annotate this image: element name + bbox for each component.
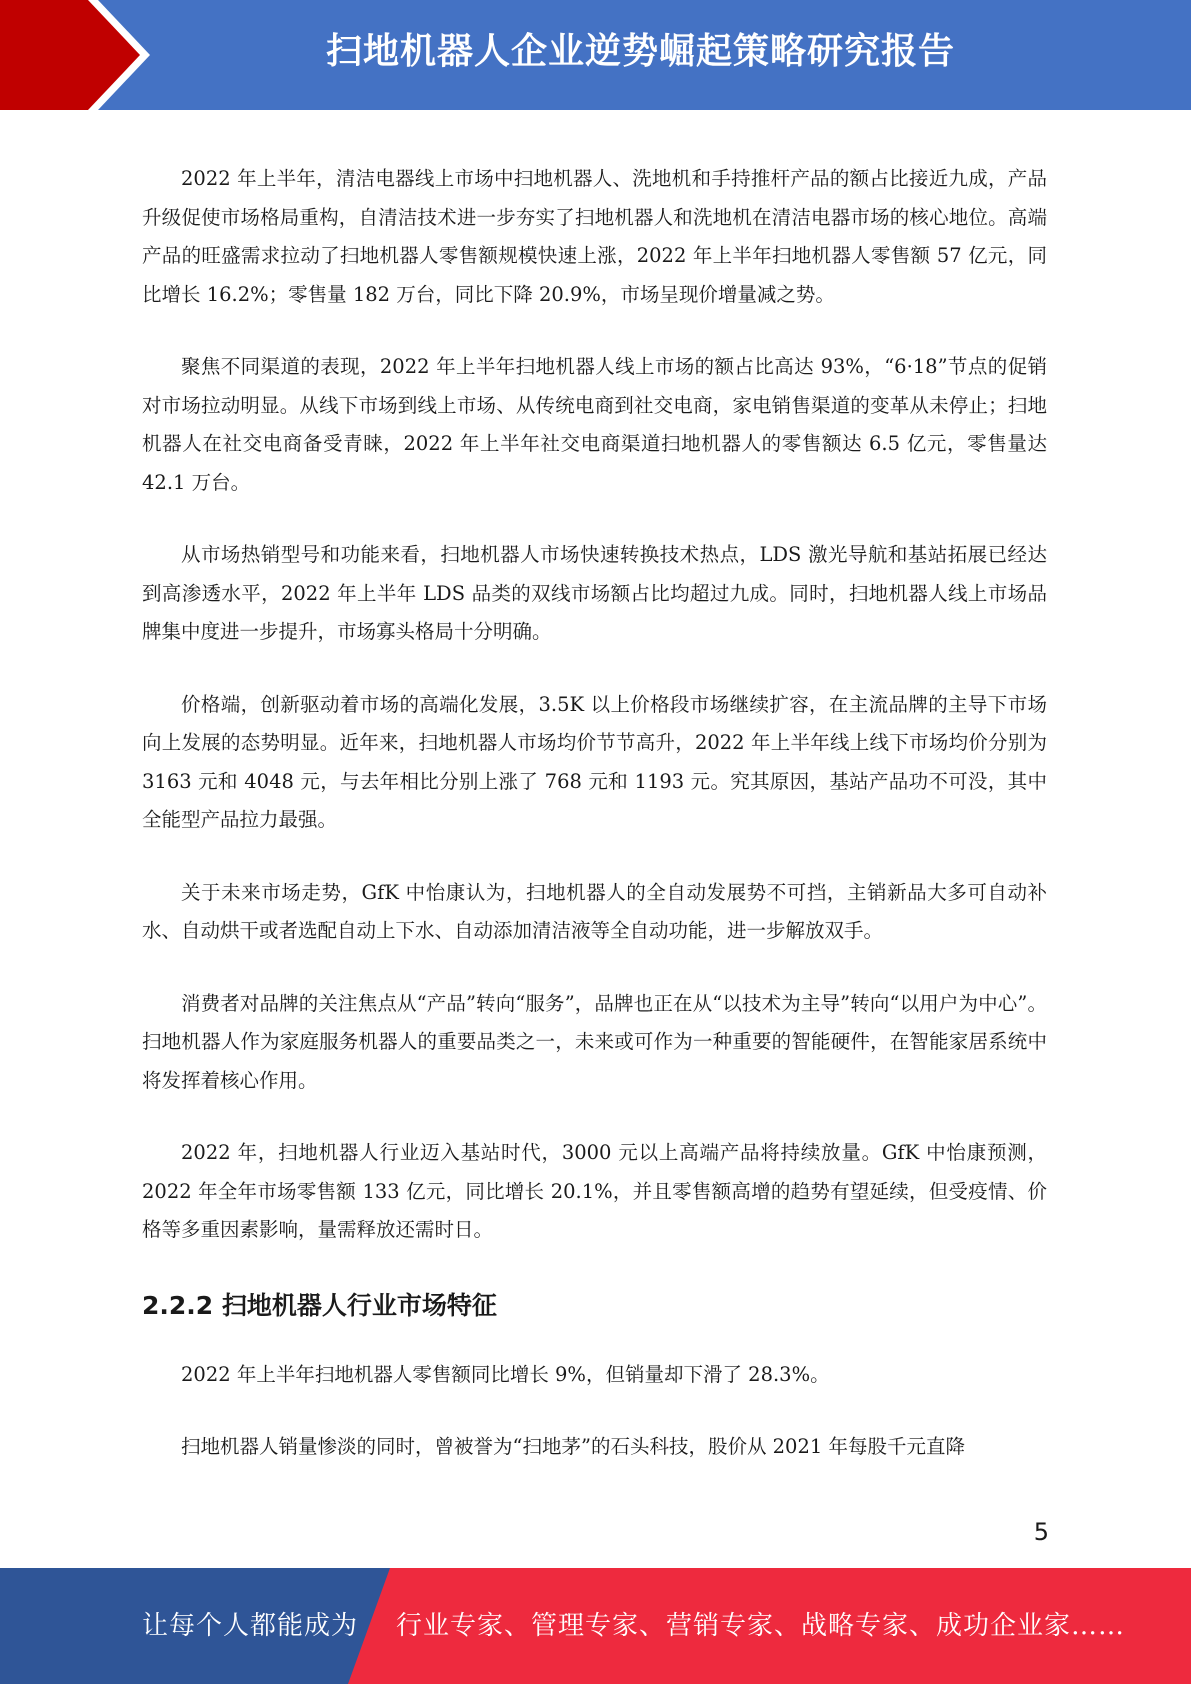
section-paragraph-2: 扫地机器人销量惨淡的同时，曾被誉为“扫地茅”的石头科技，股价从 2021 年每股千元直降 [181,1435,965,1458]
page-header [0,0,1191,110]
section-heading: 2.2.2 扫地机器人行业市场特征 [142,1290,497,1320]
paragraph-3: 从市场热销型号和功能来看，扫地机器人市场快速转换技术热点，LDS 激光导航和基站拓展已经达到高渗透水平，2022 年上半年 LDS 品类的双线市场额占比均超过九成。同时，扫地机器人线上市场品牌集中度进一步提升，市场寡头格局十分明确。 [142,543,1047,643]
paragraph-4: 价格端，创新驱动着市场的高端化发展，3.5K 以上价格段市场继续扩容，在主流品牌的主导下市场向上发展的态势明显。近年来，扫地机器人市场均价节节高升，2022 年上半年线上线下市场均价分别为 3163 元和 4048 元，与去年相比分别上涨了 768 元和 1193 元。究其原因，基站产品功不可没，其中全能型产品拉力最强。 [142,692,1047,831]
paragraph-7: 2022 年，扫地机器人行业迈入基站时代，3000 元以上高端产品将持续放量。GfK 中怡康预测，2022 年全年市场零售额 133 亿元，同比增长 20.1%，并且零售额高增的趋势有望延续，但受疫情、价格等多重因素影响，量需释放还需时日。 [142,1141,1047,1241]
document-title: 扫地机器人企业逆势崛起策略研究报告 [325,31,955,72]
footer-slogan-right: 行业专家、管理专家、营销专家、战略专家、成功企业家…… [396,1611,1126,1641]
section-paragraph-1: 2022 年上半年扫地机器人零售额同比增长 9%，但销量却下滑了 28.3%。 [181,1362,830,1386]
paragraph-1: 2022 年上半年，清洁电器线上市场中扫地机器人、洗地机和手持推杆产品的额占比接近九成，产品升级促使市场格局重构，自清洁技术进一步夯实了扫地机器人和洗地机在清洁电器市场的核心地位。高端产品的旺盛需求拉动了扫地机器人零售额规模快速上涨，2022 年上半年扫地机器人零售额 57 亿元，同比增长 16.2%；零售量 182 万台，同比下降 20.9%，市场呈现价增量减之势。 [142,167,1047,306]
page-footer [0,1568,1191,1684]
paragraph-2: 聚焦不同渠道的表现，2022 年上半年扫地机器人线上市场的额占比高达 93%，“6·18”节点的促销对市场拉动明显。从线下市场到线上市场、从传统电商到社交电商，家电销售渠道的变革从未停止；扫地机器人在社交电商备受青睐，2022 年上半年社交电商渠道扫地机器人的零售额达 6.5 亿元，零售量达 42.1 万台。 [142,355,1047,494]
document-body [142,160,1047,1501]
paragraph-5: 关于未来市场走势，GfK 中怡康认为，扫地机器人的全自动发展势不可挡，主销新品大多可自动补水、自动烘干或者选配自动上下水、自动添加清洁液等全自动功能，进一步解放双手。 [142,880,1047,942]
paragraph-6: 消费者对品牌的关注焦点从“产品”转向“服务”，品牌也正在从“以技术为主导”转向“以用户为中心”。扫地机器人作为家庭服务机器人的重要品类之一，未来或可作为一种重要的智能硬件，在智能家居系统中将发挥着核心作用。 [142,991,1047,1092]
page-number: 5 [1033,1518,1049,1546]
footer-slogan-left: 让每个人都能成为 [142,1611,359,1641]
header-arrow-decoration [0,0,150,110]
